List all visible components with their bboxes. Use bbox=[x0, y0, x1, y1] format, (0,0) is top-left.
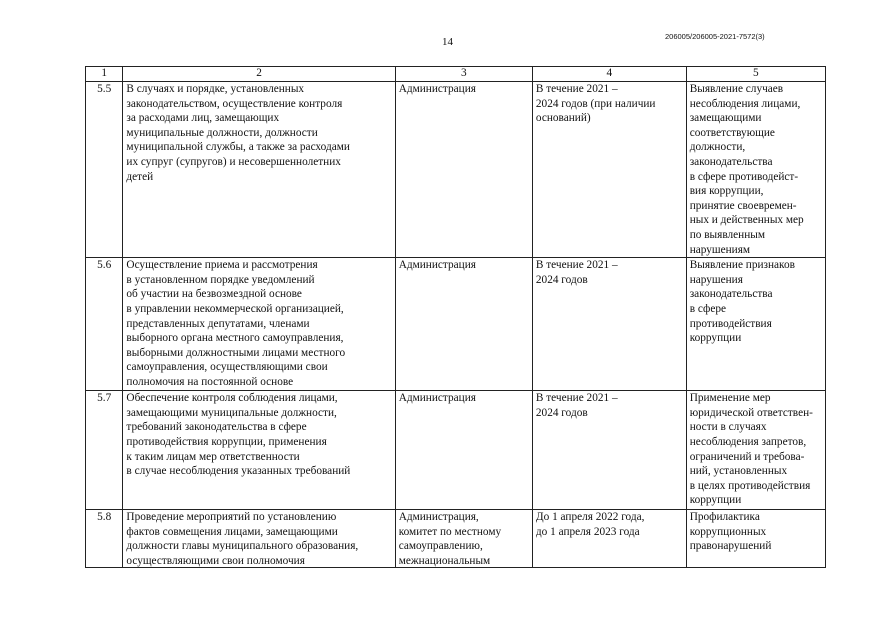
action-cell bbox=[123, 258, 395, 391]
action-text: Обеспечение контроля соблюдения лицами, замещающими муниципальные должности, требований законодательства в сфере противодействия коррупции, применения к таким лицам мер ответственности в случае несоблюдения указанных требований bbox=[126, 392, 351, 478]
action-cell bbox=[123, 391, 395, 510]
executor-text: Администрация, комитет по местному самоуправлению, межнациональным bbox=[398, 511, 502, 567]
row-number: 5.7 bbox=[86, 391, 123, 510]
result-text: Выявление случаев несоблюдения лицами, замещающими соответствующие должности, законодательства в сфере противодейст- вия коррупции, принятие своевремен- ных и действенных мер по выявленным нарушениям bbox=[689, 83, 804, 256]
action-cell bbox=[123, 510, 395, 568]
term-cell bbox=[532, 82, 686, 258]
column-header-2: 2 bbox=[123, 67, 395, 82]
action-text: В случаях и порядке, установленных законодательством, осуществление контроля за расходами лиц, замещающих муниципальные должности, должности муниципальной службы, а также за расходами их супруг (супругов) и несовершеннолетних детей bbox=[126, 83, 350, 183]
result-text: Применение мер юридической ответствен- ности в случаях несоблюдения запретов, ограничений и требова- ний, установленных в целях противодействия коррупции bbox=[689, 392, 813, 507]
term-cell bbox=[532, 510, 686, 568]
term-cell bbox=[532, 258, 686, 391]
row-number: 5.6 bbox=[86, 258, 123, 391]
result-text: Выявление признаков нарушения законодательства в сфере противодействия коррупции bbox=[689, 259, 795, 345]
document-code: 206005/206005-2021-7572(3) bbox=[665, 32, 765, 41]
executor-cell bbox=[395, 510, 532, 568]
action-cell bbox=[123, 82, 395, 258]
table-row bbox=[86, 82, 826, 258]
executor-cell bbox=[395, 258, 532, 391]
executor-cell bbox=[395, 391, 532, 510]
result-cell bbox=[686, 82, 825, 258]
result-cell bbox=[686, 391, 825, 510]
column-header-4: 4 bbox=[532, 67, 686, 82]
term-text: В течение 2021 – 2024 годов (при наличии оснований) bbox=[535, 83, 656, 125]
result-cell bbox=[686, 258, 825, 391]
table-row bbox=[86, 510, 826, 568]
column-header-3: 3 bbox=[395, 67, 532, 82]
term-text: В течение 2021 – 2024 годов bbox=[535, 392, 618, 419]
executor-cell bbox=[395, 82, 532, 258]
action-text: Осуществление приема и рассмотрения в установленном порядке уведомлений об участии на безвозмездной основе в управлении некоммерческой организацией, представленных депутатами, членами выборного органа местного самоуправления, выборными должностными лицами местного самоуправления, осуществляющими свои полномочия на постоянной основе bbox=[126, 259, 346, 388]
table-header-row bbox=[86, 67, 826, 82]
executor-text: Администрация bbox=[398, 259, 476, 272]
term-text: До 1 апреля 2022 года, до 1 апреля 2023 года bbox=[535, 511, 645, 538]
result-text: Профилактика коррупционных правонарушений bbox=[689, 511, 772, 553]
result-cell bbox=[686, 510, 825, 568]
term-cell bbox=[532, 391, 686, 510]
executor-text: Администрация bbox=[398, 83, 476, 95]
executor-text: Администрация bbox=[398, 392, 476, 405]
row-number: 5.5 bbox=[86, 82, 123, 258]
table-row bbox=[86, 391, 826, 510]
action-text: Проведение мероприятий по установлению фактов совмещения лицами, замещающими должности главы муниципального образования, осуществляющими свои полномочия bbox=[126, 511, 359, 567]
column-header-5: 5 bbox=[686, 67, 825, 82]
measures-table bbox=[85, 66, 826, 568]
column-header-1: 1 bbox=[86, 67, 123, 82]
page-number: 14 bbox=[442, 36, 453, 48]
row-number: 5.8 bbox=[86, 510, 123, 568]
term-text: В течение 2021 – 2024 годов bbox=[535, 259, 618, 286]
table-row bbox=[86, 258, 826, 391]
